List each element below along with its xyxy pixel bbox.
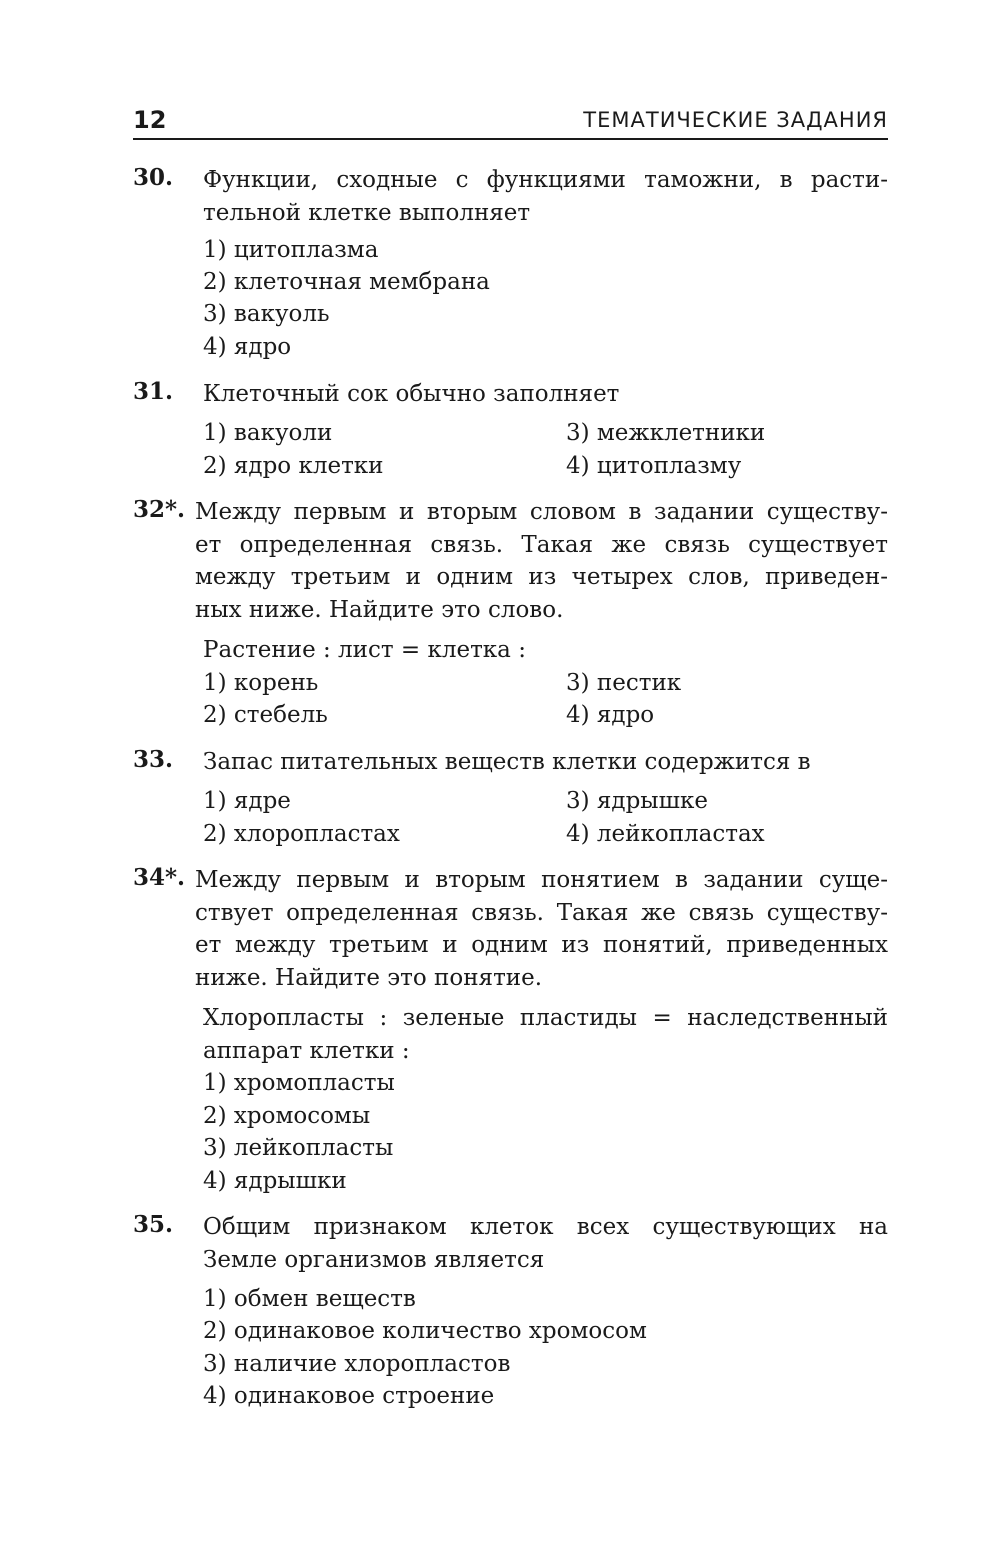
answer-option: 1) ядре [203, 788, 291, 814]
question-text [195, 496, 888, 626]
question-number: 35. [133, 1211, 174, 1238]
answer-option: 4) ядро [203, 334, 292, 360]
question-text [203, 746, 888, 779]
question-32 [133, 496, 888, 736]
question-33 [133, 746, 888, 856]
question-text-line: Общим признаком клеток всех существующих на [203, 1214, 888, 1240]
question-30 [133, 164, 888, 364]
question-35 [133, 1211, 888, 1421]
question-number: 32*. [133, 496, 186, 523]
running-header [133, 100, 888, 140]
answer-option: 1) обмен веществ [203, 1286, 416, 1312]
question-text-line: Запас питательных веществ клетки содержится в [203, 749, 811, 775]
answer-option: 3) межклетники [566, 420, 766, 446]
question-number: 30. [133, 164, 174, 191]
question-text [203, 1211, 888, 1276]
answer-option: 4) цитоплазму [566, 453, 742, 479]
answer-option: 1) цитоплазма [203, 237, 379, 263]
question-number: 33. [133, 746, 174, 773]
analogy-stem-line: Хлоропласты : зеленые пластиды = наследственный [203, 1005, 888, 1031]
question-text-line: ных ниже. Найдите это слово. [195, 596, 564, 623]
question-text-line: тельной клетке выполняет [203, 199, 531, 226]
answer-option: 2) ядро клетки [203, 453, 384, 479]
answer-option: 2) хлоропластах [203, 821, 400, 847]
question-text-line: Земле организмов является [203, 1246, 545, 1273]
question-text [203, 164, 888, 229]
question-text-line: Функции, сходные с функциями таможни, в расти- [203, 167, 888, 193]
answer-option: 1) хромопласты [203, 1070, 395, 1096]
page-number: 12 [133, 106, 167, 134]
question-31 [133, 378, 888, 488]
section-title: ТЕМАТИЧЕСКИЕ ЗАДАНИЯ [583, 108, 888, 132]
answer-option: 1) вакуоли [203, 420, 333, 446]
answer-option: 3) наличие хлоропластов [203, 1351, 511, 1377]
answer-option: 1) корень [203, 670, 319, 696]
analogy-stem: Растение : лист = клетка : [203, 637, 526, 663]
answer-option: 4) одинаковое строение [203, 1383, 495, 1409]
question-number: 31. [133, 378, 174, 405]
question-text-line: ствует определенная связь. Такая же связь существу- [195, 899, 888, 926]
question-text-line: Между первым и вторым словом в задании существу- [195, 499, 888, 525]
answer-option: 3) лейкопласты [203, 1135, 394, 1161]
answer-option: 3) ядрышке [566, 788, 708, 814]
answer-option: 4) ядрышки [203, 1168, 347, 1194]
analogy-stem-line: аппарат клетки : [203, 1037, 410, 1064]
question-34 [133, 864, 888, 1204]
answer-option: 4) лейкопластах [566, 821, 765, 847]
answer-option: 3) вакуоль [203, 301, 330, 327]
question-text-line: между третьим и одним из четырех слов, приведен- [195, 564, 888, 590]
answer-option: 2) одинаковое количество хромосом [203, 1318, 647, 1344]
answer-option: 3) пестик [566, 670, 682, 696]
answer-option: 2) хромосомы [203, 1103, 371, 1129]
question-text-line: ниже. Найдите это понятие. [195, 964, 543, 991]
question-text-line: ет между третьим и одним из понятий, приведенных [195, 932, 888, 958]
analogy-stem [203, 1002, 888, 1067]
question-text-line: Между первым и вторым понятием в задании суще- [195, 867, 888, 893]
answer-option: 2) стебель [203, 702, 328, 728]
question-text [195, 864, 888, 994]
question-text-line: Клеточный сок обычно заполняет [203, 381, 620, 407]
answer-option: 4) ядро [566, 702, 655, 728]
question-number: 34*. [133, 864, 186, 891]
answer-option: 2) клеточная мембрана [203, 269, 490, 295]
question-text [203, 378, 888, 411]
question-text-line: ет определенная связь. Такая же связь существует [195, 531, 888, 558]
